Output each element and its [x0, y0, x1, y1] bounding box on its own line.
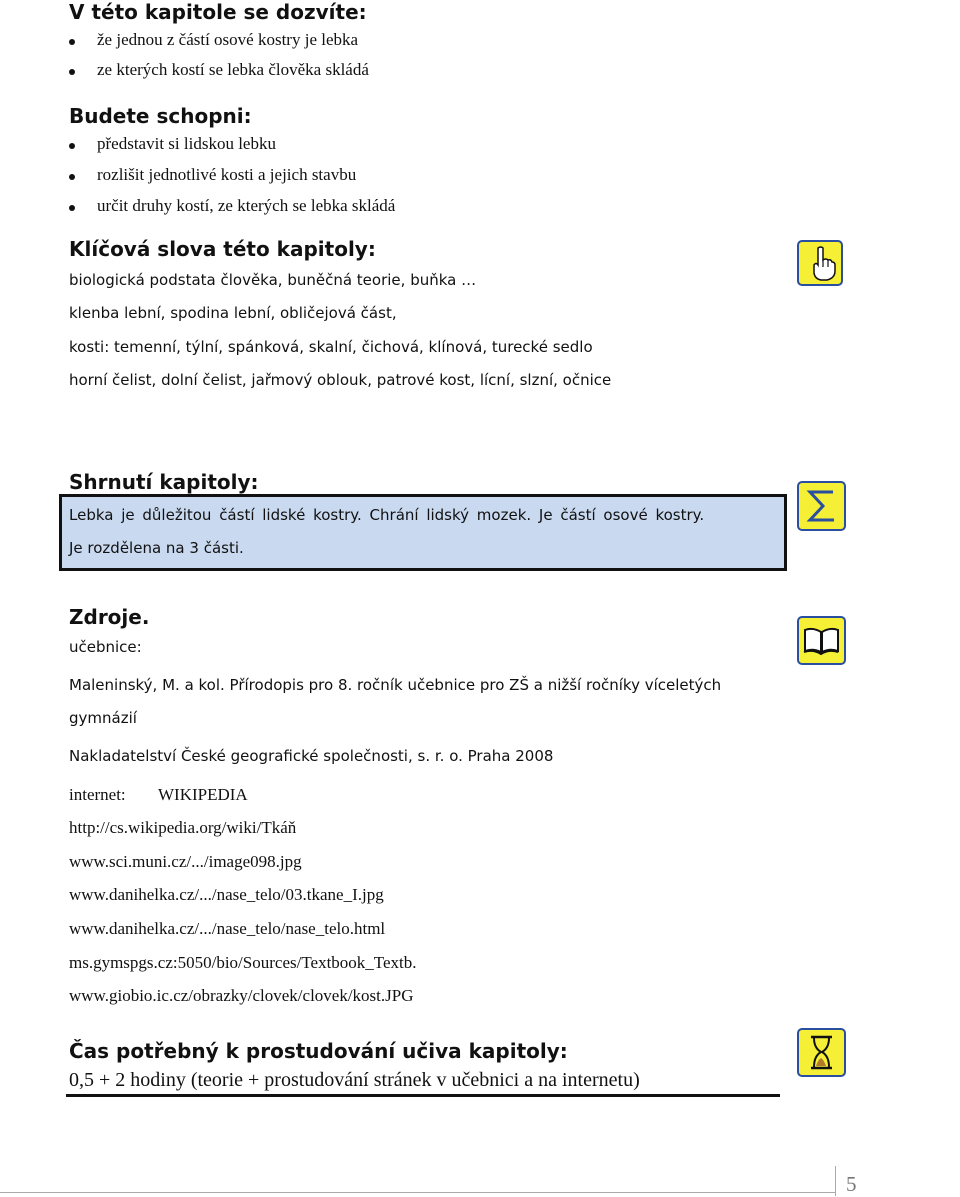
- summary-box: [59, 494, 787, 571]
- hourglass-icon: [797, 1028, 846, 1077]
- page-number: 5: [846, 1172, 857, 1196]
- learn-list: že jednou z částí osové kostry je lebka ze kterých kostí se lebka člověka skládá: [69, 30, 769, 90]
- source-link[interactable]: www.danihelka.cz/.../nase_telo/03.tkane_I.jpg: [69, 885, 384, 904]
- source-link[interactable]: www.giobio.ic.cz/obrazky/clovek/clovek/kost.JPG: [69, 986, 414, 1005]
- book-reference: gymnázií: [69, 709, 137, 727]
- footer-line: [0, 1192, 835, 1193]
- time-text: 0,5 + 2 hodiny (teorie + prostudování stránek v učebnici a na internetu): [69, 1069, 640, 1091]
- keywords-line: klenba lební, spodina lební, obličejová část,: [69, 304, 397, 322]
- internet-name: WIKIPEDIA: [158, 785, 248, 804]
- source-link[interactable]: http://cs.wikipedia.org/wiki/Tkáň: [69, 818, 297, 837]
- keywords-heading: Klíčová slova této kapitoly:: [69, 237, 376, 261]
- keywords-line: horní čelist, dolní čelist, jařmový oblouk, patrové kost, lícní, slzní, očnice: [69, 371, 612, 389]
- bullet-icon: [69, 39, 75, 45]
- summary-heading: Shrnutí kapitoly:: [69, 470, 259, 494]
- bullet-icon: [69, 205, 75, 211]
- section-heading-learn: V této kapitole se dozvíte:: [69, 0, 367, 24]
- bullet-icon: [69, 143, 75, 149]
- book-reference: Maleninský, M. a kol. Přírodopis pro 8. ročník učebnice pro ZŠ a nižší ročníky víceletých: [69, 676, 722, 694]
- pointing-hand-icon: [797, 240, 843, 286]
- divider: [66, 1094, 780, 1097]
- source-link[interactable]: www.danihelka.cz/.../nase_telo/nase_telo.html: [69, 919, 386, 938]
- abilities-list: představit si lidskou lebku rozlišit jednotlivé kosti a jejich stavbu určit druhy kostí, ze kterých se lebka skládá: [69, 134, 769, 224]
- bullet-icon: [69, 174, 75, 180]
- section-heading-abilities: Budete schopni:: [69, 104, 252, 128]
- summary-text: Lebka je důležitou částí lidské kostry. Chrání lidský mozek. Je částí osové kostry.: [69, 506, 705, 524]
- bullet-icon: [69, 69, 75, 75]
- keywords-line: biologická podstata člověka, buněčná teorie, buňka …: [69, 271, 477, 289]
- time-heading: Čas potřebný k prostudování učiva kapitoly:: [69, 1039, 568, 1063]
- open-book-icon: [797, 616, 846, 665]
- keywords-line: kosti: temenní, týlní, spánková, skalní, čichová, klínová, turecké sedlo: [69, 338, 593, 356]
- publisher: Nakladatelství České geografické společnosti, s. r. o. Praha 2008: [69, 747, 554, 765]
- sigma-icon: [797, 481, 846, 531]
- source-link[interactable]: ms.gymspgs.cz:5050/bio/Sources/Textbook_Textb.: [69, 953, 417, 972]
- source-link[interactable]: www.sci.muni.cz/.../image098.jpg: [69, 852, 302, 871]
- sources-heading: Zdroje.: [69, 605, 150, 629]
- internet-label: internet:: [69, 785, 126, 804]
- sources-subheading: učebnice:: [69, 638, 142, 656]
- footer-divider: [835, 1166, 836, 1196]
- summary-text: Je rozdělena na 3 části.: [69, 539, 244, 557]
